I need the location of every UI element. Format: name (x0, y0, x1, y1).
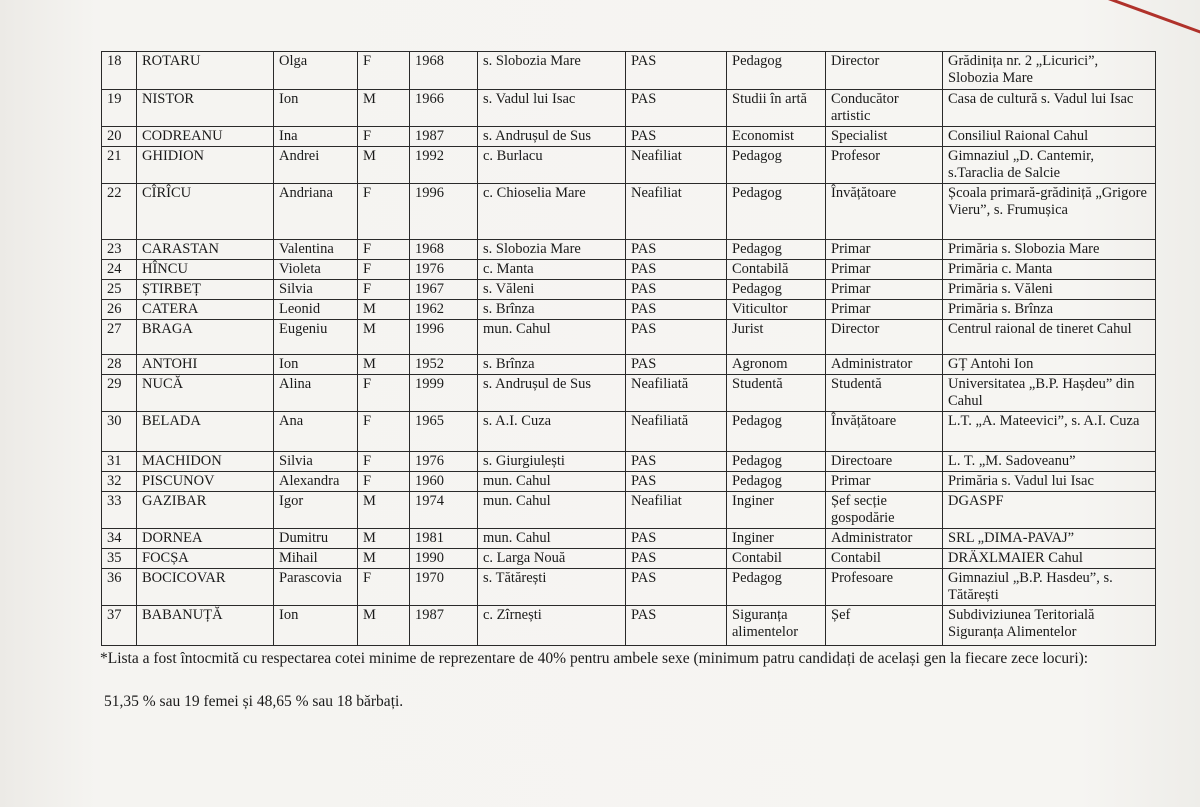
cell-nr: 35 (102, 549, 137, 569)
cell-partid: Neafiliată (626, 375, 727, 412)
cell-sex: F (358, 260, 410, 280)
cell-an: 1960 (410, 472, 478, 492)
cell-loc: c. Zîrnești (478, 606, 626, 646)
cell-munca: DRÄXLMAIER Cahul (943, 549, 1156, 569)
table-row (102, 300, 1156, 320)
cell-functie: Directoare (826, 452, 943, 472)
cell-partid: PAS (626, 549, 727, 569)
cell-partid: PAS (626, 90, 727, 127)
cell-sex: M (358, 300, 410, 320)
cell-profesie: Agronom (727, 355, 826, 375)
cell-an: 1967 (410, 280, 478, 300)
cell-sex: F (358, 412, 410, 452)
cell-profesie: Pedagog (727, 569, 826, 606)
cell-profesie: Pedagog (727, 184, 826, 240)
cell-sex: M (358, 492, 410, 529)
cell-nr: 36 (102, 569, 137, 606)
cell-an: 1987 (410, 606, 478, 646)
cell-nume: ANTOHI (137, 355, 274, 375)
cell-functie: Specialist (826, 127, 943, 147)
cell-functie: Primar (826, 472, 943, 492)
cell-partid: Neafiliată (626, 412, 727, 452)
cell-functie: Profesoare (826, 569, 943, 606)
cell-sex: F (358, 52, 410, 90)
cell-partid: PAS (626, 127, 727, 147)
candidates-table-body (102, 52, 1156, 646)
cell-sex: M (358, 147, 410, 184)
cell-loc: s. Andrușul de Sus (478, 127, 626, 147)
cell-nr: 20 (102, 127, 137, 147)
cell-loc: c. Manta (478, 260, 626, 280)
cell-munca: Centrul raional de tineret Cahul (943, 320, 1156, 355)
cell-prenume: Ana (274, 412, 358, 452)
cell-an: 1976 (410, 452, 478, 472)
cell-partid: PAS (626, 280, 727, 300)
cell-loc: s. Giurgiulești (478, 452, 626, 472)
cell-loc: mun. Cahul (478, 492, 626, 529)
cell-sex: M (358, 529, 410, 549)
table-row (102, 549, 1156, 569)
table-row (102, 240, 1156, 260)
cell-prenume: Silvia (274, 280, 358, 300)
cell-partid: Neafiliat (626, 492, 727, 529)
cell-munca: Grădinița nr. 2 „Licurici”, Slobozia Mare (943, 52, 1156, 90)
cell-an: 1962 (410, 300, 478, 320)
cell-prenume: Mihail (274, 549, 358, 569)
cell-munca: Gimnaziul „D. Cantemir, s.Taraclia de Salcie (943, 147, 1156, 184)
cell-loc: s. Tătărești (478, 569, 626, 606)
cell-nume: HÎNCU (137, 260, 274, 280)
cell-nr: 37 (102, 606, 137, 646)
cell-prenume: Valentina (274, 240, 358, 260)
cell-nume: ROTARU (137, 52, 274, 90)
cell-prenume: Ina (274, 127, 358, 147)
cell-profesie: Economist (727, 127, 826, 147)
cell-nume: CATERA (137, 300, 274, 320)
cell-functie: Primar (826, 280, 943, 300)
cell-partid: PAS (626, 606, 727, 646)
cell-prenume: Eugeniu (274, 320, 358, 355)
cell-an: 1990 (410, 549, 478, 569)
cell-nr: 28 (102, 355, 137, 375)
cell-loc: s. Brînza (478, 355, 626, 375)
table-row (102, 320, 1156, 355)
cell-sex: M (358, 355, 410, 375)
cell-sex: F (358, 280, 410, 300)
cell-nume: CARASTAN (137, 240, 274, 260)
cell-sex: M (358, 606, 410, 646)
cell-loc: s. Vadul lui Isac (478, 90, 626, 127)
cell-nume: GAZIBAR (137, 492, 274, 529)
cell-loc: c. Burlacu (478, 147, 626, 184)
cell-munca: Subdiviziunea Teritorială Siguranța Alimentelor (943, 606, 1156, 646)
cell-partid: PAS (626, 240, 727, 260)
cell-functie: Învățătoare (826, 412, 943, 452)
cell-sex: M (358, 90, 410, 127)
cell-prenume: Silvia (274, 452, 358, 472)
cell-prenume: Ion (274, 90, 358, 127)
cell-nume: NUCĂ (137, 375, 274, 412)
cell-munca: Consiliul Raional Cahul (943, 127, 1156, 147)
cell-loc: c. Larga Nouă (478, 549, 626, 569)
table-row (102, 147, 1156, 184)
cell-prenume: Parascovia (274, 569, 358, 606)
cell-functie: Studentă (826, 375, 943, 412)
cell-partid: Neafiliat (626, 184, 727, 240)
cell-nume: BELADA (137, 412, 274, 452)
cell-prenume: Andriana (274, 184, 358, 240)
cell-nr: 33 (102, 492, 137, 529)
cell-nume: GHIDION (137, 147, 274, 184)
cell-functie: Administrator (826, 355, 943, 375)
cell-nr: 26 (102, 300, 137, 320)
cell-munca: DGASPF (943, 492, 1156, 529)
cell-functie: Director (826, 52, 943, 90)
cell-an: 1970 (410, 569, 478, 606)
cell-munca: Gimnaziul „B.P. Hasdeu”, s. Tătărești (943, 569, 1156, 606)
cell-prenume: Alina (274, 375, 358, 412)
gender-summary: 51,35 % sau 19 femei și 48,65 % sau 18 bărbați. (104, 693, 404, 710)
cell-nr: 34 (102, 529, 137, 549)
cell-munca: Universitatea „B.P. Hașdeu” din Cahul (943, 375, 1156, 412)
cell-loc: s. Slobozia Mare (478, 240, 626, 260)
table-row (102, 52, 1156, 90)
cell-nr: 18 (102, 52, 137, 90)
cell-nume: ȘTIRBEȚ (137, 280, 274, 300)
cell-an: 1999 (410, 375, 478, 412)
table-row (102, 472, 1156, 492)
cell-loc: mun. Cahul (478, 472, 626, 492)
table-row (102, 184, 1156, 240)
cell-loc: c. Chioselia Mare (478, 184, 626, 240)
cell-nr: 31 (102, 452, 137, 472)
cell-munca: Școala primară-grădiniță „Grigore Vieru”, s. Frumușica (943, 184, 1156, 240)
cell-an: 1952 (410, 355, 478, 375)
cell-functie: Șef (826, 606, 943, 646)
cell-partid: PAS (626, 472, 727, 492)
cell-nr: 29 (102, 375, 137, 412)
cell-prenume: Alexandra (274, 472, 358, 492)
cell-functie: Administrator (826, 529, 943, 549)
cell-an: 1987 (410, 127, 478, 147)
cell-profesie: Inginer (727, 529, 826, 549)
cell-loc: mun. Cahul (478, 529, 626, 549)
cell-an: 1976 (410, 260, 478, 280)
cell-partid: PAS (626, 452, 727, 472)
cell-profesie: Studentă (727, 375, 826, 412)
cell-munca: SRL „DIMA-PAVAJ” (943, 529, 1156, 549)
cell-prenume: Leonid (274, 300, 358, 320)
cell-sex: F (358, 127, 410, 147)
cell-nume: DORNEA (137, 529, 274, 549)
cell-partid: PAS (626, 355, 727, 375)
cell-nr: 27 (102, 320, 137, 355)
cell-nr: 19 (102, 90, 137, 127)
cell-an: 1996 (410, 320, 478, 355)
cell-nr: 22 (102, 184, 137, 240)
cell-sex: F (358, 569, 410, 606)
cell-functie: Primar (826, 300, 943, 320)
cell-partid: PAS (626, 300, 727, 320)
cell-nume: BRAGA (137, 320, 274, 355)
cell-functie: Contabil (826, 549, 943, 569)
cell-nr: 21 (102, 147, 137, 184)
cell-nr: 30 (102, 412, 137, 452)
cell-nume: PISCUNOV (137, 472, 274, 492)
cell-an: 1966 (410, 90, 478, 127)
table-row (102, 452, 1156, 472)
cell-munca: Primăria c. Manta (943, 260, 1156, 280)
quota-footnote: *Lista a fost întocmită cu respectarea cotei minime de reprezentare de 40% pentru ambele sexe (minimum patru candidați de același gen la fiecare zece locuri): (100, 650, 1089, 667)
cell-functie: Profesor (826, 147, 943, 184)
cell-sex: F (358, 472, 410, 492)
cell-nume: NISTOR (137, 90, 274, 127)
cell-prenume: Dumitru (274, 529, 358, 549)
cell-functie: Învățătoare (826, 184, 943, 240)
cell-partid: PAS (626, 569, 727, 606)
cell-profesie: Pedagog (727, 52, 826, 90)
cell-sex: M (358, 320, 410, 355)
cell-functie: Director (826, 320, 943, 355)
cell-munca: L. T. „M. Sadoveanu” (943, 452, 1156, 472)
cell-profesie: Inginer (727, 492, 826, 529)
cell-profesie: Pedagog (727, 147, 826, 184)
cell-profesie: Jurist (727, 320, 826, 355)
cell-nume: CÎRÎCU (137, 184, 274, 240)
cell-profesie: Contabilă (727, 260, 826, 280)
cell-profesie: Pedagog (727, 412, 826, 452)
cell-an: 1968 (410, 240, 478, 260)
cell-munca: Primăria s. Slobozia Mare (943, 240, 1156, 260)
cell-prenume: Igor (274, 492, 358, 529)
cell-an: 1996 (410, 184, 478, 240)
cell-prenume: Olga (274, 52, 358, 90)
cell-sex: F (358, 375, 410, 412)
cell-loc: s. Văleni (478, 280, 626, 300)
cell-prenume: Ion (274, 355, 358, 375)
cell-loc: s. Brînza (478, 300, 626, 320)
cell-profesie: Pedagog (727, 452, 826, 472)
cell-nume: BOCICOVAR (137, 569, 274, 606)
cell-nr: 24 (102, 260, 137, 280)
table-row (102, 355, 1156, 375)
cell-profesie: Contabil (727, 549, 826, 569)
cell-functie: Primar (826, 260, 943, 280)
cell-munca: Primăria s. Vadul lui Isac (943, 472, 1156, 492)
cell-partid: PAS (626, 260, 727, 280)
cell-loc: s. Andrușul de Sus (478, 375, 626, 412)
table-row (102, 529, 1156, 549)
table-row (102, 412, 1156, 452)
cell-sex: M (358, 549, 410, 569)
cell-nr: 32 (102, 472, 137, 492)
cell-profesie: Viticultor (727, 300, 826, 320)
cell-functie: Șef secție gospodărie (826, 492, 943, 529)
cell-profesie: Siguranța alimentelor (727, 606, 826, 646)
cell-profesie: Pedagog (727, 472, 826, 492)
cell-an: 1981 (410, 529, 478, 549)
table-row (102, 260, 1156, 280)
cell-munca: Casa de cultură s. Vadul lui Isac (943, 90, 1156, 127)
table-row (102, 492, 1156, 529)
cell-prenume: Violeta (274, 260, 358, 280)
cell-an: 1968 (410, 52, 478, 90)
cell-an: 1965 (410, 412, 478, 452)
table-row (102, 127, 1156, 147)
cell-munca: L.T. „A. Mateevici”, s. A.I. Cuza (943, 412, 1156, 452)
table-row (102, 90, 1156, 127)
table-row (102, 569, 1156, 606)
cell-profesie: Studii în artă (727, 90, 826, 127)
cell-nume: MACHIDON (137, 452, 274, 472)
cell-nume: FOCȘA (137, 549, 274, 569)
cell-profesie: Pedagog (727, 240, 826, 260)
cell-loc: s. A.I. Cuza (478, 412, 626, 452)
cell-sex: F (358, 184, 410, 240)
cell-munca: GȚ Antohi Ion (943, 355, 1156, 375)
cell-sex: F (358, 452, 410, 472)
cell-partid: Neafiliat (626, 147, 727, 184)
cell-nr: 23 (102, 240, 137, 260)
candidates-table (101, 51, 1156, 646)
cell-nume: CODREANU (137, 127, 274, 147)
cell-partid: PAS (626, 529, 727, 549)
cell-sex: F (358, 240, 410, 260)
table-row (102, 280, 1156, 300)
cell-functie: Primar (826, 240, 943, 260)
cell-munca: Primăria s. Văleni (943, 280, 1156, 300)
cell-prenume: Ion (274, 606, 358, 646)
cell-an: 1974 (410, 492, 478, 529)
cell-loc: mun. Cahul (478, 320, 626, 355)
cell-partid: PAS (626, 320, 727, 355)
cell-nr: 25 (102, 280, 137, 300)
cell-prenume: Andrei (274, 147, 358, 184)
table-row (102, 606, 1156, 646)
cell-nume: BABANUȚĂ (137, 606, 274, 646)
cell-partid: PAS (626, 52, 727, 90)
cell-an: 1992 (410, 147, 478, 184)
cell-loc: s. Slobozia Mare (478, 52, 626, 90)
table-row (102, 375, 1156, 412)
cell-munca: Primăria s. Brînza (943, 300, 1156, 320)
cell-profesie: Pedagog (727, 280, 826, 300)
cell-functie: Conducător artistic (826, 90, 943, 127)
